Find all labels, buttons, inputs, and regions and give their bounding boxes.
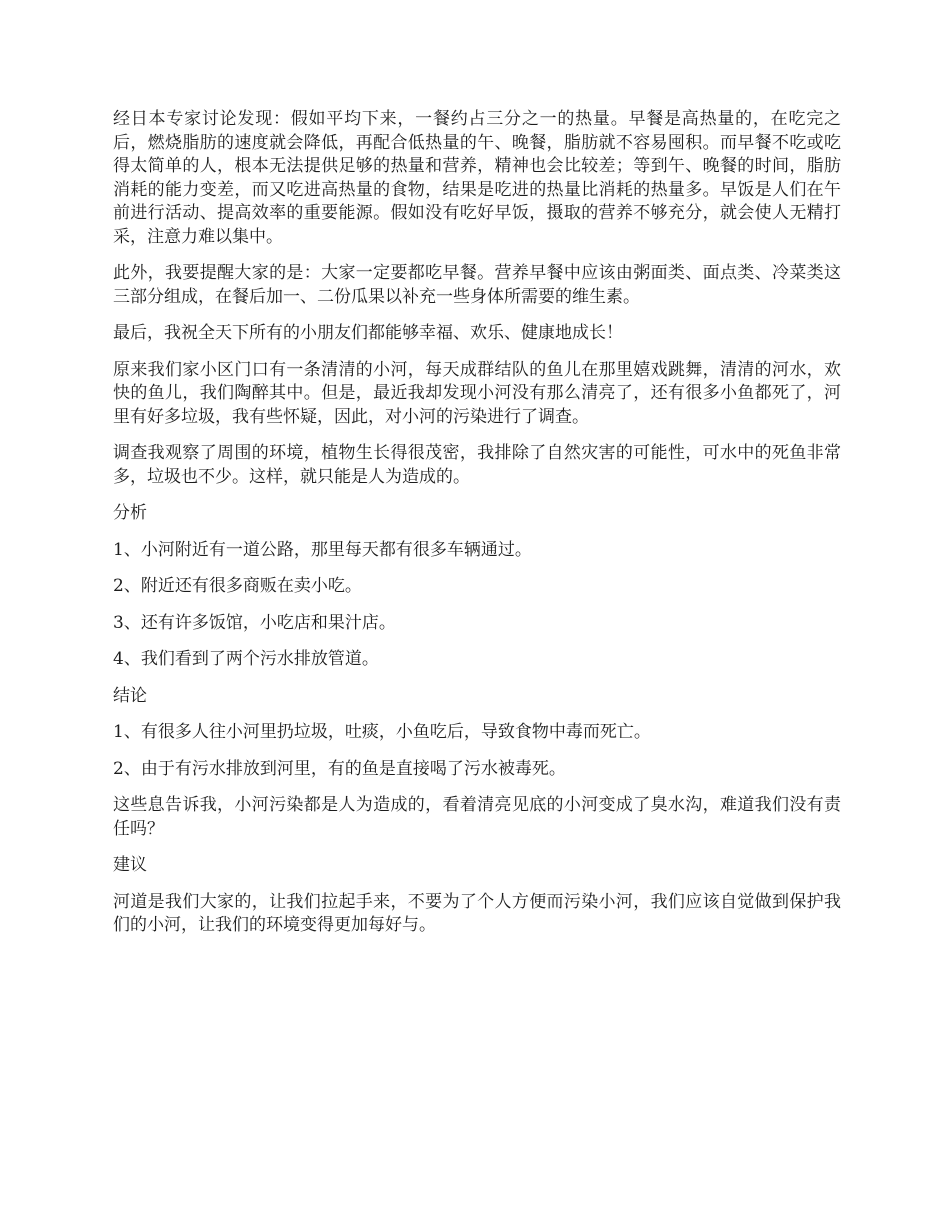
heading-conclusion: 结论 [113,685,147,706]
analysis-item-4: 4、我们看到了两个污水排放管道。 [113,649,379,669]
document-body [113,108,841,951]
paragraph-closing-wish: 最后，我祝全天下所有的小朋友们都能够幸福、欢乐、健康地成长！ [113,323,623,343]
conclusion-item-1: 1、有很多人往小河里扔垃圾，吐痰，小鱼吃后，导致食物中毒而死亡。 [113,722,651,742]
paragraph-breakfast-study: 经日本专家讨论发现：假如平均下来，一餐约占三分之一的热量。早餐是高热量的，在吃完之后，燃烧脂肪的速度就会降低，再配合低热量的午、晚餐，脂肪就不容易囤积。而早餐不吃或吃得太简单的人，根本无法提供足够的热量和营养，精神也会比较差；等到午、晚餐的时间，脂肪消耗的能力变差，而又吃进高热量的食物，结果是吃进的热量比消耗的热量多。早饭是人们在午前进行活动、提高效率的重要能源。假如没有吃好早饭，摄取的营养不够充分，就会使人无精打采，注意力难以集中。 [113,109,841,247]
analysis-item-2: 2、附近还有很多商贩在卖小吃。 [113,576,362,596]
paragraph-reflection: 这些息告诉我，小河污染都是人为造成的，看着清亮见底的小河变成了臭水沟，难道我们没有责任吗？ [113,795,841,839]
analysis-item-1: 1、小河附近有一道公路，那里每天都有很多车辆通过。 [113,539,532,560]
heading-analysis: 分析 [113,503,147,523]
analysis-item-3: 3、还有许多饭馆，小吃店和果汁店。 [113,612,396,633]
paragraph-investigation: 调查我观察了周围的环境，植物生长得很茂密，我排除了自然灾害的可能性，可水中的死鱼非常多，垃圾也不少。这样，就只能是人为造成的。 [113,443,841,487]
conclusion-item-2: 2、由于有污水排放到河里，有的鱼是直接喝了污水被毒死。 [113,758,566,779]
paragraph-breakfast-reminder: 此外，我要提醒大家的是：大家一定要都吃早餐。营养早餐中应该由粥面类、面点类、冷菜类这三部分组成，在餐后加一、二份瓜果以补充一些身体所需要的维生素。 [113,263,841,307]
heading-suggestion: 建议 [113,855,147,875]
paragraph-river-intro: 原来我们家小区门口有一条清清的小河，每天成群结队的鱼儿在那里嬉戏跳舞，清清的河水，欢快的鱼儿，我们陶醉其中。但是，最近我却发现小河没有那么清亮了，还有很多小鱼都死了，河里有好多垃圾，我有些怀疑，因此，对小河的污染进行了调查。 [113,359,841,427]
paragraph-suggestion: 河道是我们大家的，让我们拉起手来，不要为了个人方便而污染小河，我们应该自觉做到保护我们的小河，让我们的环境变得更加每好与。 [113,891,841,935]
